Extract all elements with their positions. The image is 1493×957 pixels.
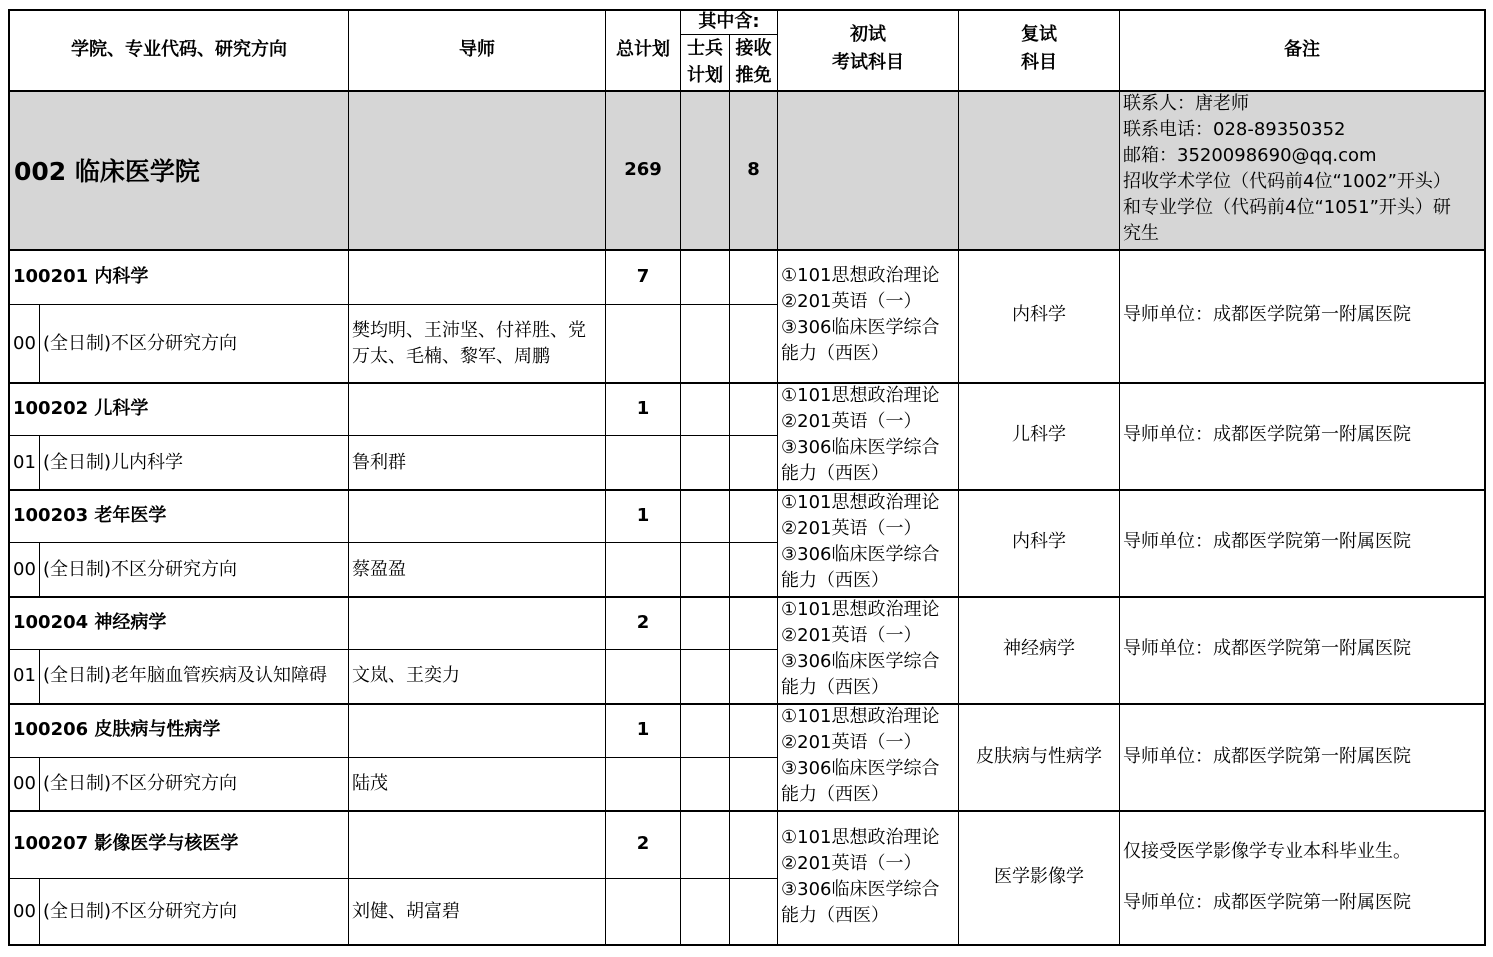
college-exempt: 8 (747, 159, 760, 180)
exam-line: ①101思想政治理论 (781, 385, 940, 406)
major-total: 1 (636, 505, 650, 526)
exam-line: 能力（西医） (781, 677, 889, 698)
exam-line: ②201英语（一） (781, 411, 922, 432)
college-note-line: 招收学术学位（代码前4位“1002”开头） (1123, 171, 1451, 192)
advisor-line: 樊均明、王沛坚、付祥胜、党 (352, 320, 586, 341)
header-retest-1: 复试 (1021, 24, 1057, 45)
direction-name: (全日制)不区分研究方向 (43, 333, 238, 354)
retest-subject: 皮肤病与性病学 (976, 746, 1102, 767)
major-title: 100203 老年医学 (13, 505, 167, 526)
advisors (352, 318, 586, 370)
advisor-line: 万太、毛楠、黎军、周鹏 (352, 346, 550, 367)
exam-line: ③306临床医学综合 (781, 544, 940, 565)
header-advisor: 导师 (459, 39, 495, 60)
exam-line: ②201英语（一） (781, 625, 922, 646)
advisors: 文岚、王奕力 (352, 665, 460, 686)
exam-line: ③306临床医学综合 (781, 437, 940, 458)
restriction-note: 仅接受医学影像学专业本科毕业生。 (1123, 841, 1411, 862)
major-total: 1 (636, 398, 650, 419)
exam-line: ③306临床医学综合 (781, 758, 940, 779)
advisors: 刘健、胡富碧 (352, 901, 460, 922)
direction-code: 00 (13, 333, 36, 354)
exam-line: ②201英语（一） (781, 518, 922, 539)
advisor-unit-note: 导师单位：成都医学院第一附属医院 (1123, 892, 1411, 913)
advisors: 蔡盈盈 (352, 559, 406, 580)
retest-subject: 内科学 (1012, 304, 1066, 325)
exam-line: 能力（西医） (781, 784, 889, 805)
retest-subject: 医学影像学 (994, 866, 1084, 887)
exam-line: ①101思想政治理论 (781, 599, 940, 620)
exam-line: ①101思想政治理论 (781, 265, 940, 286)
advisor-unit-note: 导师单位：成都医学院第一附属医院 (1123, 638, 1411, 659)
college-note-line: 联系电话：028-89350352 (1123, 119, 1346, 140)
direction-code: 01 (13, 452, 36, 473)
exam-subjects (781, 383, 957, 487)
retest-subject: 内科学 (1012, 531, 1066, 552)
direction-code: 01 (13, 665, 36, 686)
college-total: 269 (624, 159, 662, 180)
college-note-line: 究生 (1123, 223, 1159, 244)
major-title: 100204 神经病学 (13, 612, 167, 633)
exam-line: ①101思想政治理论 (781, 827, 940, 848)
exam-line: 能力（西医） (781, 570, 889, 591)
advisor-unit-note: 导师单位：成都医学院第一附属医院 (1123, 746, 1411, 767)
exam-line: ③306临床医学综合 (781, 879, 940, 900)
advisor-unit-note: 导师单位：成都医学院第一附属医院 (1123, 424, 1411, 445)
major-total: 1 (636, 719, 650, 740)
header-soldier-1: 士兵 (687, 38, 723, 59)
direction-name: (全日制)不区分研究方向 (43, 901, 238, 922)
direction-name: (全日制)不区分研究方向 (43, 559, 238, 580)
exam-subjects (781, 263, 957, 367)
exam-subjects (781, 825, 957, 929)
exam-line: ②201英语（一） (781, 291, 922, 312)
college-note-line: 邮箱：3520098690@qq.com (1123, 145, 1377, 166)
college-name: 002 临床医学院 (14, 157, 200, 186)
major-title: 100202 儿科学 (13, 398, 149, 419)
major-title: 100201 内科学 (13, 266, 149, 287)
header-retest-2: 科目 (1021, 52, 1057, 73)
advisor-unit-note: 导师单位：成都医学院第一附属医院 (1123, 531, 1411, 552)
college-note-line: 和专业学位（代码前4位“1051”开头）研 (1123, 197, 1451, 218)
major-total: 2 (636, 833, 650, 854)
header-first-exam-1: 初试 (850, 24, 886, 45)
header-notes: 备注 (1284, 39, 1320, 60)
direction-name: (全日制)老年脑血管疾病及认知障碍 (43, 665, 328, 686)
direction-code: 00 (13, 559, 36, 580)
exam-subjects (781, 704, 957, 808)
exam-line: ②201英语（一） (781, 732, 922, 753)
header-soldier-2: 计划 (687, 65, 723, 86)
header-total: 总计划 (616, 39, 670, 60)
header-first-exam-2: 考试科目 (832, 52, 904, 73)
direction-name: (全日制)不区分研究方向 (43, 773, 238, 794)
major-title: 100206 皮肤病与性病学 (13, 719, 221, 740)
header-exempt-1: 接收 (735, 38, 772, 59)
header-exempt-2: 推免 (735, 65, 772, 86)
direction-name: (全日制)儿内科学 (43, 452, 184, 473)
header-college: 学院、专业代码、研究方向 (71, 39, 287, 60)
header-of-which: 其中含: (698, 11, 760, 32)
advisor-unit-note: 导师单位：成都医学院第一附属医院 (1123, 304, 1411, 325)
exam-line: ②201英语（一） (781, 853, 922, 874)
college-note-line: 联系人：唐老师 (1123, 93, 1249, 114)
exam-line: 能力（西医） (781, 463, 889, 484)
exam-subjects (781, 490, 957, 594)
major-total: 2 (636, 612, 650, 633)
advisors: 陆茂 (352, 773, 388, 794)
exam-subjects (781, 597, 957, 701)
major-title: 100207 影像医学与核医学 (13, 833, 239, 854)
advisors: 鲁利群 (352, 452, 406, 473)
exam-line: ①101思想政治理论 (781, 706, 940, 727)
exam-line: 能力（西医） (781, 343, 889, 364)
exam-line: ③306临床医学综合 (781, 317, 940, 338)
retest-subject: 儿科学 (1012, 424, 1066, 445)
exam-line: ③306临床医学综合 (781, 651, 940, 672)
direction-code: 00 (13, 773, 36, 794)
exam-line: ①101思想政治理论 (781, 492, 940, 513)
retest-subject: 神经病学 (1003, 638, 1075, 659)
college-notes (1123, 91, 1451, 247)
major-total: 7 (636, 266, 650, 287)
direction-code: 00 (13, 901, 36, 922)
exam-line: 能力（西医） (781, 905, 889, 926)
